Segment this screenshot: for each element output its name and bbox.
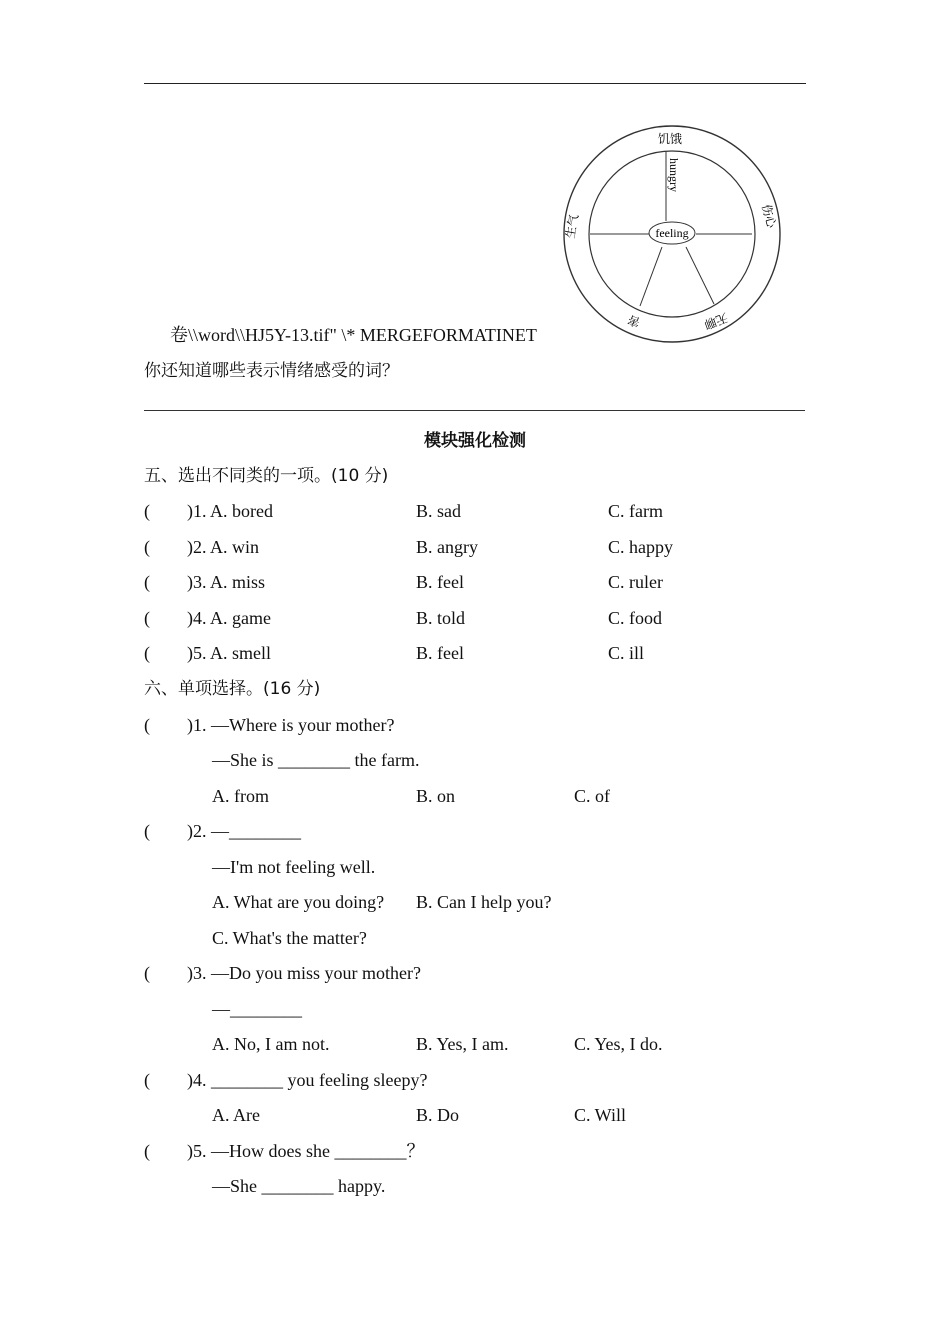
field-code-text: 卷\\word\\HJ5Y-13.tif" \* MERGEFORMATINET [170,325,537,345]
choice-c: C. Will [574,1105,626,1125]
choice-a: A. What are you doing? [212,892,385,912]
answer-bracket[interactable]: ( [144,501,150,521]
answer-bracket[interactable]: ( [144,1141,150,1161]
answer-bracket[interactable]: ( [144,608,150,628]
item-option-a: )3. A. miss [187,572,266,592]
choice-a: A. No, I am not. [212,1034,330,1054]
answer-bracket[interactable]: ( [144,1070,150,1090]
spoke-bottom-left [640,247,662,306]
question-reply: —She is ________ the farm. [212,750,420,770]
ring-label-left: 生气 [563,213,582,240]
item-option-a: )2. A. win [187,537,259,557]
answer-bracket[interactable]: ( [144,715,150,735]
item-option-c: C. ruler [608,572,663,592]
spoke-label-hungry: hungry [667,158,681,192]
choice-b: B. Can I help you? [416,892,552,912]
question-stem: )1. —Where is your mother? [187,715,395,735]
choice-b: B. Do [416,1105,460,1125]
answer-bracket[interactable]: ( [144,821,150,841]
feeling-wheel-diagram [560,123,784,345]
center-label: feeling [655,226,689,240]
spoke-bottom-right [686,247,714,304]
item-option-b: B. sad [416,501,461,521]
ring-label-bottom-right: 无聊 [702,310,730,332]
section5-heading: 五、选出不同类的一项。(10 分) [144,466,389,486]
item-option-a: )4. A. game [187,608,271,628]
item-option-a: )5. A. smell [187,643,271,663]
question-reply: —I'm not feeling well. [212,857,376,877]
answer-blank-line[interactable] [144,410,805,411]
item-option-b: B. feel [416,643,464,663]
answer-bracket[interactable]: ( [144,537,150,557]
choice-c: C. Yes, I do. [574,1034,663,1054]
ring-label-top: 饥饿 [657,132,683,146]
section-title: 模块强化检测 [424,431,526,451]
item-option-b: B. told [416,608,466,628]
item-option-b: B. angry [416,537,478,557]
ring-label-right: 伤心 [758,202,779,230]
item-option-a: )1. A. bored [187,501,273,521]
choice-a: A. from [212,786,269,806]
answer-bracket[interactable]: ( [144,643,150,663]
section6-heading: 六、单项选择。(16 分) [144,679,321,699]
choice-b: B. Yes, I am. [416,1034,509,1054]
choice-c: C. of [574,786,610,806]
item-option-c: C. ill [608,643,645,663]
choice-b: B. on [416,786,456,806]
question-stem: )3. —Do you miss your mother? [187,963,421,983]
question-reply: —________ [212,999,302,1019]
question-stem: )2. —________ [187,821,301,841]
choice-a: A. Are [212,1105,260,1125]
top-rule [144,83,806,84]
answer-bracket[interactable]: ( [144,572,150,592]
question-stem: )4. ________ you feeling sleepy? [187,1070,428,1090]
item-option-c: C. happy [608,537,673,557]
question-prompt: 你还知道哪些表示情绪感受的词？ [144,361,399,381]
item-option-c: C. farm [608,501,663,521]
question-stem: )5. —How does she ________？ [187,1141,425,1161]
choice-c: C. What's the matter? [212,928,367,948]
item-option-b: B. feel [416,572,464,592]
item-option-c: C. food [608,608,662,628]
ring-label-bottom-left: 害 [625,312,643,330]
answer-bracket[interactable]: ( [144,963,150,983]
question-reply: —She ________ happy. [212,1176,386,1196]
